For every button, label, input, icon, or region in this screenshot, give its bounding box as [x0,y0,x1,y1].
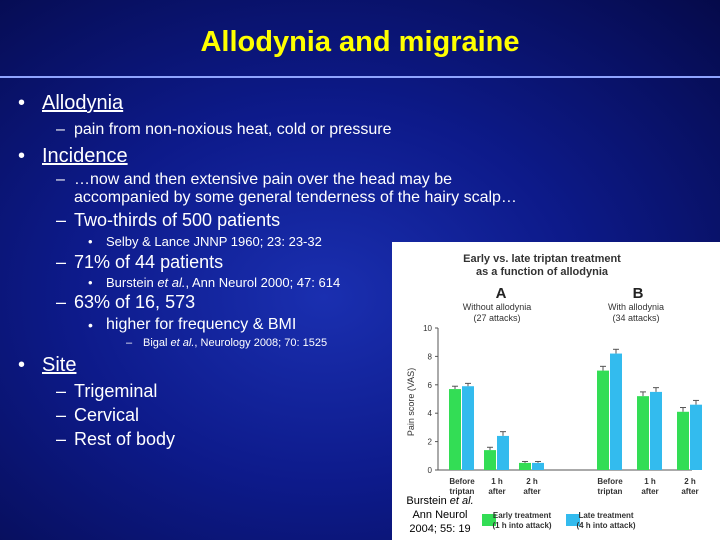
bullet-allodynia: Allodynia [42,92,124,114]
y-tick-label: 2 [427,437,432,447]
dash: – [56,210,67,230]
quote-line-2: accompanied by some general tenderness of the hairy scalp… [74,189,517,206]
site-cervical: Cervical [74,405,140,425]
bullet-incidence: Incidence [42,145,128,167]
x-label: 1 h [644,477,656,486]
bar [677,412,689,470]
y-axis-label: Pain score (VAS) [406,367,416,437]
slide-title: Allodynia and migraine [200,26,520,58]
title-divider [0,76,720,78]
reference-bigal: Bigal et al., Neurology 2008; 70: 1525 [143,337,328,349]
sixty-three-pct-stat: 63% of 16, 573 [74,292,196,312]
x-label: Before [449,477,475,486]
x-label: 2 h [526,477,538,486]
bar [497,436,509,470]
bullet-dot: • [18,92,26,114]
x-label: after [488,487,506,496]
sub-dot: • [88,275,93,290]
legend-label-sub: (1 h into attack) [492,521,552,530]
chart-title-line-2: as a function of allodynia [475,266,609,278]
panel-a-label-2: (27 attacks) [473,313,521,323]
bar [690,405,702,470]
bar [484,450,496,470]
panel-b-letter: B [632,285,644,302]
x-label: Before [597,477,623,486]
citation-line-2: Ann Neurol [412,509,468,521]
bar [610,354,622,470]
dash: – [56,405,67,425]
quote-line-1: …now and then extensive pain over the head may be [74,171,453,188]
x-label: after [681,487,699,496]
bar [637,396,649,470]
dash: – [126,337,133,349]
site-rest-of-body: Rest of body [74,429,176,449]
y-tick-label: 4 [427,409,432,419]
panel-b-label-2: (34 attacks) [612,313,660,323]
higher-frequency-bmi: higher for frequency & BMI [106,316,297,333]
dash: – [56,171,65,188]
citation-line-1: Burstein et al. [406,495,474,507]
bullet-dot: • [18,145,26,167]
y-tick-label: 10 [423,324,432,333]
x-label: after [523,487,541,496]
y-tick-label: 8 [427,352,432,362]
figure-citation [398,494,482,536]
legend-label: Early treatment [492,511,552,520]
seventy-one-pct-stat: 71% of 44 patients [74,252,224,272]
bar [449,389,461,470]
site-trigeminal: Trigeminal [74,381,158,401]
legend-label-sub: (4 h into attack) [576,521,636,530]
x-label: triptan [597,487,623,496]
sub-dot: • [88,317,93,333]
y-tick-label: 0 [427,466,432,475]
reference-selby: Selby & Lance JNNP 1960; 23: 23-32 [106,234,322,249]
x-label: 2 h [684,477,696,486]
sub-dot: • [88,234,93,249]
panel-a-letter: A [495,285,507,302]
panel-b-label-1: With allodynia [607,302,665,312]
chart-title-line-1: Early vs. late triptan treatment [463,253,621,265]
bar [650,392,662,470]
bar [597,371,609,470]
legend-label: Late treatment [578,511,634,520]
panel-a-label-1: Without allodynia [462,302,532,312]
bar [462,386,474,470]
dash: – [56,252,67,272]
two-thirds-stat: Two-thirds of 500 patients [74,210,281,230]
bar [532,463,544,470]
reference-burstein-2000: Burstein et al., Ann Neurol 2000; 47: 614 [106,275,341,290]
x-label: after [641,487,659,496]
bullet-dot: • [18,354,26,376]
x-label: triptan [449,487,475,496]
allodynia-definition: pain from non-noxious heat, cold or pressure [74,121,392,138]
dash: – [56,381,67,401]
dash: – [56,292,67,312]
bullet-site: Site [42,354,77,376]
dash: – [56,429,67,449]
bar [519,463,531,470]
y-tick-label: 6 [427,380,432,390]
x-label: 1 h [491,477,503,486]
dash: – [56,121,65,138]
citation-line-3: 2004; 55: 19 [409,523,471,535]
